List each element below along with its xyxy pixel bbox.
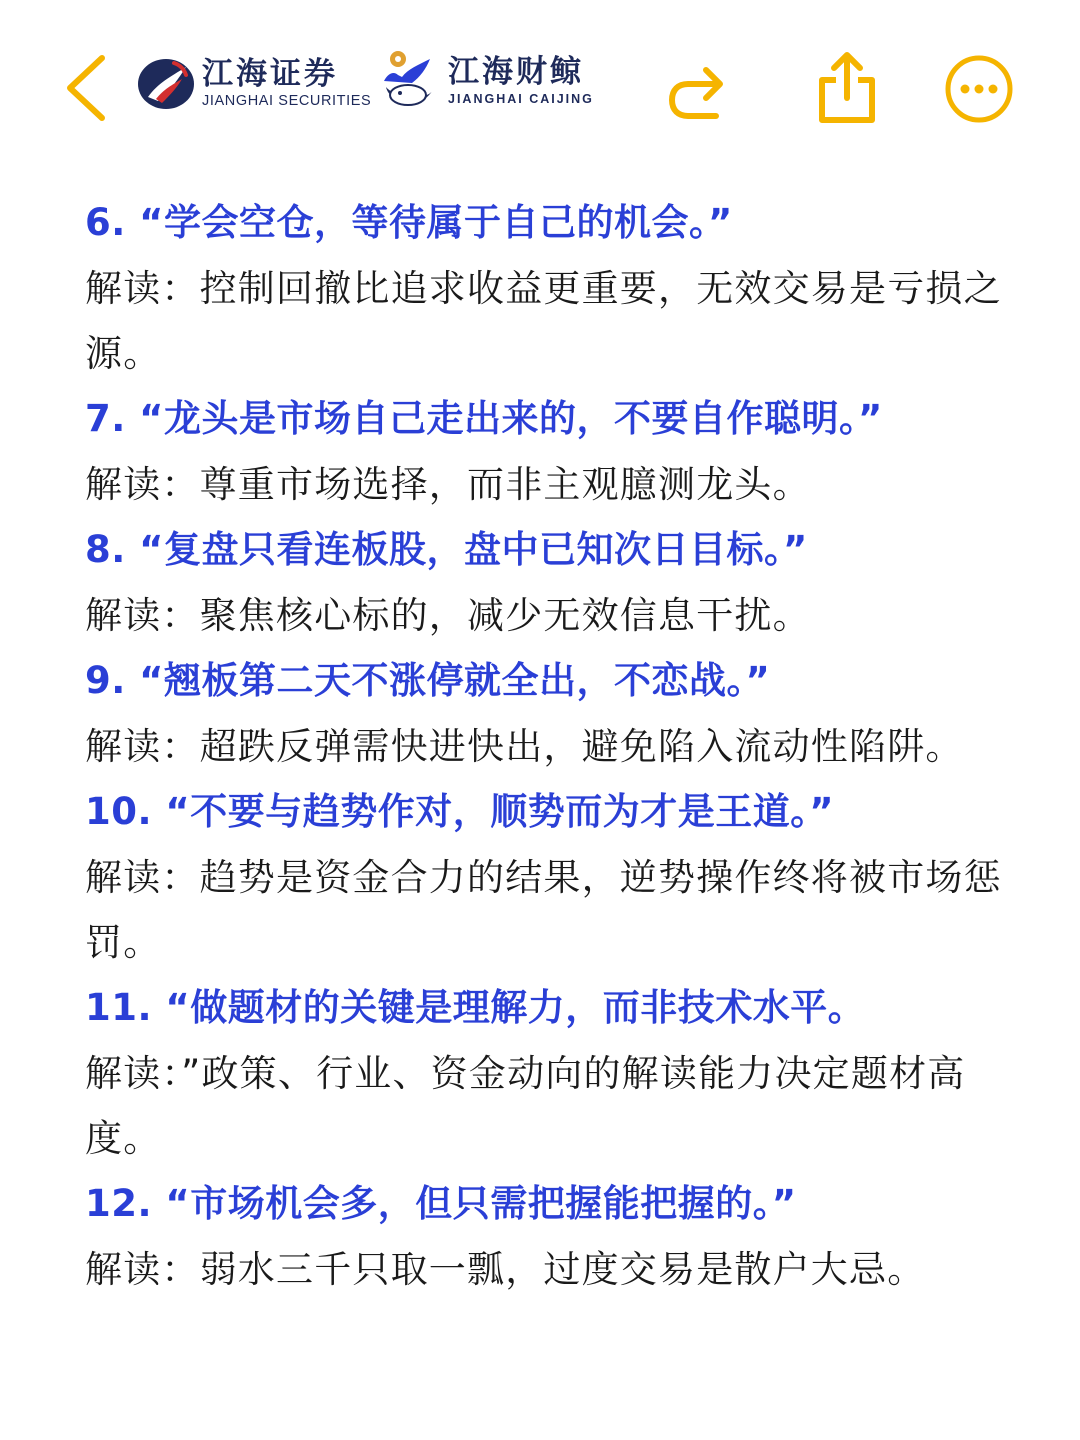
quote-text: 11. “做题材的关键是理解力，而非技术水平。: [85, 986, 866, 1029]
quote-text: 8. “复盘只看连板股，盘中已知次日目标。”: [85, 528, 808, 571]
jianghai-caijing-logo: [378, 46, 594, 116]
caijing-name-cn: 江海财鲸: [448, 54, 584, 90]
chevron-left-icon: [60, 52, 114, 124]
interpretation-text: 解读：聚焦核心标的，减少无效信息干扰。: [85, 594, 811, 637]
interpretation-text: 解读：趋势是资金合力的结果，逆势操作终将被市场惩罚。: [85, 856, 1002, 964]
quote-entry-11: [85, 975, 1025, 1171]
redo-arrow-icon: [666, 58, 734, 122]
interpretation-text: 解读：尊重市场选择，而非主观臆测龙头。: [85, 463, 811, 506]
quote-text: 7. “龙头是市场自己走出来的，不要自作聪明。”: [85, 397, 883, 440]
quote-text: 9. “翘板第二天不涨停就全出，不恋战。”: [85, 659, 771, 702]
jianghai-securities-logo: [136, 48, 371, 118]
upload-button[interactable]: [812, 50, 882, 126]
quote-entry-10: [85, 779, 1025, 975]
securities-name-cn: 江海证券: [202, 56, 338, 92]
back-button[interactable]: [60, 52, 114, 124]
quote-entry-7: [85, 386, 1025, 517]
more-dots-icon: [944, 54, 1014, 124]
article-content: [85, 190, 1025, 1302]
quote-entry-9: [85, 648, 1025, 779]
share-upload-icon: [812, 50, 882, 126]
quote-text: 12. “市场机会多，但只需把握能把握的。”: [85, 1182, 797, 1225]
securities-emblem-icon: [136, 53, 196, 113]
quote-entry-6: [85, 190, 1025, 386]
quote-entry-12: [85, 1171, 1025, 1302]
quote-entry-8: [85, 517, 1025, 648]
share-button[interactable]: [666, 58, 734, 122]
interpretation-text: 解读：”政策、行业、资金动向的解读能力决定题材高度。: [85, 1052, 966, 1160]
interpretation-text: 解读：超跌反弹需快进快出，避免陷入流动性陷阱。: [85, 725, 964, 768]
interpretation-text: 解读：控制回撤比追求收益更重要，无效交易是亏损之源。: [85, 267, 1002, 375]
more-button[interactable]: [944, 54, 1014, 124]
caijing-name-en: JIANGHAI CAIJING: [448, 92, 594, 106]
quote-text: 10. “不要与趋势作对，顺势而为才是王道。”: [85, 790, 835, 833]
whale-mascot-icon: [378, 47, 442, 115]
quote-text: 6. “学会空仓，等待属于自己的机会。”: [85, 201, 733, 244]
interpretation-text: 解读：弱水三千只取一瓢，过度交易是散户大忌。: [85, 1248, 926, 1291]
top-bar: [0, 0, 1080, 175]
securities-name-en: JIANGHAI SECURITIES: [202, 93, 372, 109]
